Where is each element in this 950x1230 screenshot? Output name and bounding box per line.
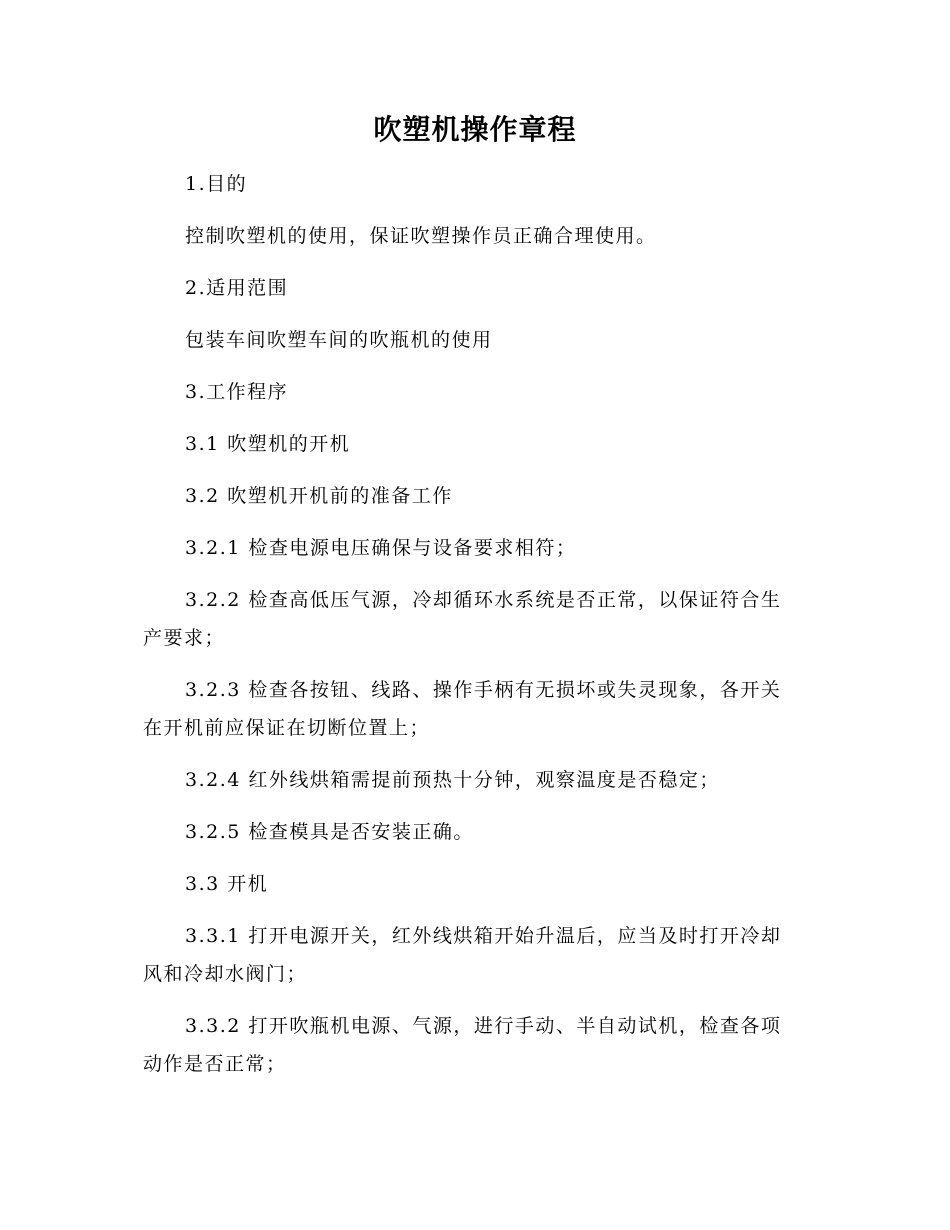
document-body [143, 165, 795, 1097]
paragraph-3-2-3: 3.2.3 检查各按钮、线路、操作手柄有无损坏或失灵现象，各开关在开机前应保证在切断位置上； [143, 679, 782, 739]
paragraph-section-2-heading: 2.适用范围 [185, 277, 289, 299]
paragraph-section-1-heading: 1.目的 [185, 173, 248, 195]
paragraph-3-3-2: 3.3.2 打开吹瓶机电源、气源，进行手动、半自动试机，检查各项动作是否正常； [143, 1015, 782, 1075]
paragraph-3-3: 3.3 开机 [185, 873, 269, 895]
document-title: 吹塑机操作章程 [373, 113, 577, 146]
paragraph-3-2-5: 3.2.5 检查模具是否安装正确。 [185, 821, 474, 843]
paragraph-purpose-text: 控制吹塑机的使用，保证吹塑操作员正确合理使用。 [185, 225, 657, 247]
paragraph-3-2-2: 3.2.2 检查高低压气源，冷却循环水系统是否正常，以保证符合生产要求； [143, 589, 782, 649]
paragraph-3-2-1: 3.2.1 检查电源电压确保与设备要求相符； [185, 537, 577, 559]
paragraph-3-2: 3.2 吹塑机开机前的准备工作 [185, 485, 453, 507]
paragraph-3-3-1: 3.3.1 打开电源开关，红外线烘箱开始升温后，应当及时打开冷却风和冷却水阀门； [143, 925, 782, 985]
paragraph-3-1: 3.1 吹塑机的开机 [185, 433, 351, 455]
paragraph-scope-text: 包装车间吹塑车间的吹瓶机的使用 [185, 329, 493, 351]
paragraph-section-3-heading: 3.工作程序 [185, 381, 289, 403]
paragraph-3-2-4: 3.2.4 红外线烘箱需提前预热十分钟，观察温度是否稳定； [185, 769, 720, 791]
